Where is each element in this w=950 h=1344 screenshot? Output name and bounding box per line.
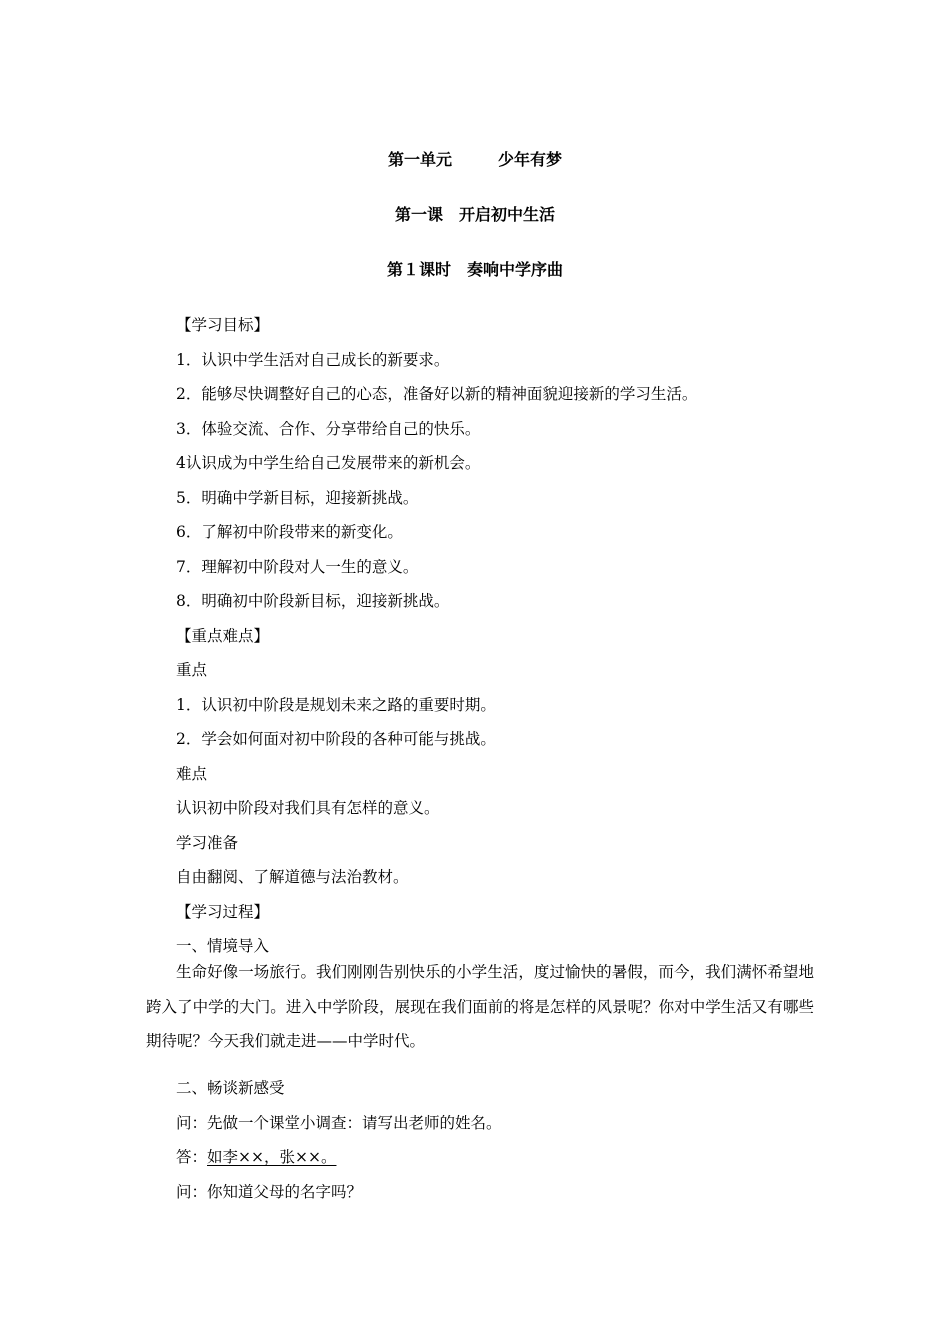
difficult-item: 认识初中阶段对我们具有怎样的意义。 <box>176 799 440 817</box>
unit-label: 第一单元 <box>387 150 452 169</box>
unit-title: 少年有梦 <box>498 150 563 169</box>
question-2: 问：你知道父母的名字吗？ <box>176 1183 363 1201</box>
step1-paragraph: 生命好像一场旅行。我们刚刚告别快乐的小学生活，度过愉快的暑假，而今，我们满怀希望地跨入了中学的大门。进入中学阶段，展现在我们面前的将是怎样的风景呢？你对中学生活又有哪些期待呢？今天我们就走进——中学时代。 <box>146 963 814 1050</box>
goal-item: 1．认识中学生活对自己成长的新要求。 <box>176 351 450 369</box>
answer-prefix: 答： <box>176 1148 208 1166</box>
key-label: 重点 <box>176 661 208 679</box>
lesson-heading <box>0 205 950 225</box>
unit-heading <box>0 150 950 170</box>
answer-1 <box>176 1147 336 1167</box>
goal-item: 8．明确初中阶段新目标，迎接新挑战。 <box>176 592 450 610</box>
goal-item: 6．了解初中阶段带来的新变化。 <box>176 523 403 541</box>
answer-text: 如李××，张××。 <box>207 1148 337 1166</box>
lesson-label: 第一课 <box>394 205 443 224</box>
difficult-label: 难点 <box>176 765 208 783</box>
key-item: 2．学会如何面对初中阶段的各种可能与挑战。 <box>176 730 496 748</box>
goal-item: 2．能够尽快调整好自己的心态，准备好以新的精神面貌迎接新的学习生活。 <box>176 385 698 403</box>
question-1: 问：先做一个课堂小调查：请写出老师的姓名。 <box>176 1114 502 1132</box>
goal-item: 5．明确中学新目标，迎接新挑战。 <box>176 489 419 507</box>
period-label: 第１课时 <box>386 260 451 279</box>
goal-item: 7．理解初中阶段对人一生的意义。 <box>176 558 419 576</box>
prep-item: 自由翻阅、了解道德与法治教材。 <box>176 868 409 886</box>
period-heading <box>0 260 950 280</box>
goals-header: 【学习目标】 <box>176 316 270 334</box>
goal-item: 3．体验交流、合作、分享带给自己的快乐。 <box>176 420 481 438</box>
key-item: 1．认识初中阶段是规划未来之路的重要时期。 <box>176 696 496 714</box>
goal-item: 4认识成为中学生给自己发展带来的新机会。 <box>176 454 481 472</box>
step1-title: 一、情境导入 <box>176 937 270 955</box>
lesson-title: 开启初中生活 <box>459 205 556 224</box>
step2-title: 二、畅谈新感受 <box>176 1079 285 1097</box>
prep-label: 学习准备 <box>176 834 239 852</box>
keypoints-header: 【重点难点】 <box>176 627 270 645</box>
process-header: 【学习过程】 <box>176 903 270 921</box>
period-title: 奏响中学序曲 <box>467 260 564 279</box>
